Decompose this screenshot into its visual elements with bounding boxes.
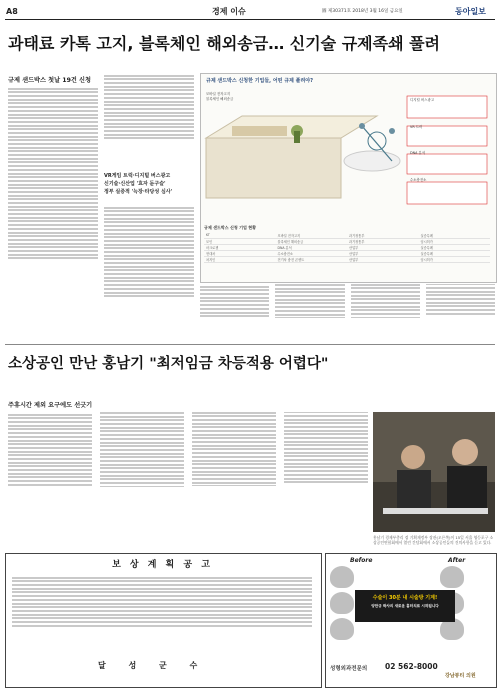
- newspaper-logo: 동아일보: [455, 6, 486, 16]
- before-portrait: [330, 618, 354, 640]
- ad-clinic-name: 성형외과전문의: [330, 666, 368, 672]
- article1-pullquote: VR게임 트럭·디지털 버스광고 신기술·신산업 '효자 돋구슬' 정부 실증적 '늑장·타당성 심사': [104, 173, 173, 195]
- article1-body-col1: [8, 86, 98, 341]
- table-row: 모인 블록체인 해외송금 과기정통부 임시허가: [204, 239, 490, 245]
- ad-before-label: Before: [350, 557, 373, 564]
- infographic-tags: 모바일 전자고지 블록체인 해외송금: [206, 92, 234, 101]
- table-row: 현대차 수소충전소 산업부 실증특례: [204, 251, 490, 257]
- ad-brand: 강남뷰티 의원: [445, 673, 476, 679]
- ad-phone: 02 562-8000: [385, 662, 438, 671]
- public-notice-signer: 달 성 군 수: [98, 661, 208, 670]
- page-number: A8: [6, 7, 18, 16]
- callout-1: 디지털 버스광고: [410, 98, 435, 102]
- table-row: 마크로젠 DNA 분석 산업부 실증특례: [204, 245, 490, 251]
- ad-center-banner: 수술이 30분 내 시술방 기계! 양만규 박사의 새로운 흉터치료 시작됩니다: [355, 590, 455, 622]
- after-portrait: [440, 566, 464, 588]
- applicants-table: [204, 233, 490, 263]
- section-divider: [5, 344, 495, 345]
- infographic-callouts: [410, 98, 490, 182]
- article1-subhead: 규제 샌드박스 첫날 19건 신청: [8, 77, 91, 84]
- article1-body-col2-top: [104, 73, 194, 169]
- article1-body-continued: [200, 284, 495, 341]
- before-portrait: [330, 566, 354, 588]
- table-row: 차지인 전기차 충전 콘센트 산업부 임시허가: [204, 257, 490, 263]
- callout-3: DNA 분석: [410, 151, 426, 156]
- header-rule: [5, 19, 495, 20]
- public-notice-title: 보 상 계 획 공 고: [112, 560, 213, 570]
- callout-2: VR 트럭: [410, 124, 423, 129]
- before-portrait: [330, 592, 354, 614]
- ad-after-label: After: [448, 557, 466, 564]
- issue-date: 圖 제30371호 2018년 3월 16일 금요일: [322, 9, 403, 14]
- article2-photo-caption: 홍남기 경제부총리 겸 기획재정부 장관(오른쪽)이 15일 서울 영등포구 소상공인연합회에서 열린 간담회에서 소상공인들의 건의사항을 듣고 있다.: [373, 535, 494, 545]
- table-title: 규제 샌드박스 신청 기업 현황: [204, 225, 256, 230]
- table-row: KT 모바일 전자고지 과기정통부 실증특례: [204, 233, 490, 239]
- article1-headline: 과태료 카톡 고지, 블록체인 해외송금… 신기술 규제족쇄 풀려: [8, 34, 441, 53]
- article1-body-col2-bottom: [104, 205, 194, 341]
- article2-subhead: 주휴시간 제외 요구에도 선긋기: [8, 402, 93, 409]
- article2-body: [8, 412, 368, 544]
- article2-headline: 소상공인 만난 홍남기 "최저임금 차등적용 어렵다": [8, 356, 329, 372]
- section-title: 경제 이슈: [212, 7, 246, 16]
- meeting-photo-illustration: [373, 412, 495, 532]
- infographic-title: 규제 샌드박스 신청한 기업들, 어떤 규제 풀려야?: [206, 78, 314, 84]
- article2-photo: [373, 412, 495, 532]
- public-notice-body: [12, 575, 312, 655]
- callout-4: 수소충전소: [410, 177, 427, 182]
